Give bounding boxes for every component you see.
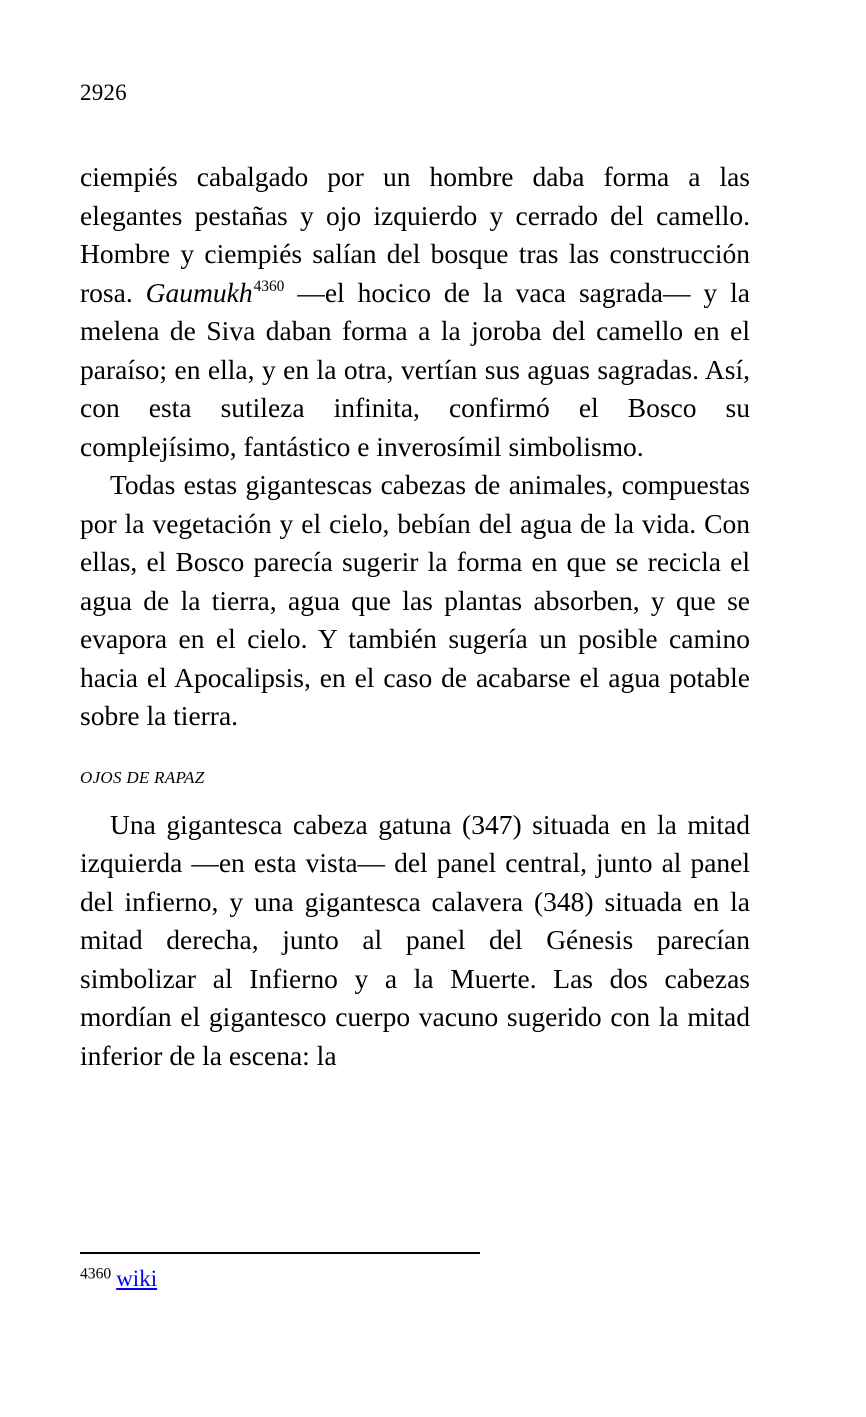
paragraph-3: Una gigantesca cabeza gatuna (347) situada en la mitad izquierda —en esta vista— del panel central, junto al panel del infierno, y una gigantesca calavera (348) situada en la mitad derecha, junto al panel del Génesis parecían simbolizar al Infierno y a la Muerte. Las dos cabezas mordían el gigantesco cuerpo vacuno sugerido con la mitad inferior de la escena: la xyxy=(80,808,750,1071)
paragraph-2: Todas estas gigantescas cabezas de animales, compuestas por la vegetación y el cielo, bebían del agua de la vida. Con ellas, el Bosco parecía sugerir la forma en que se recicla el agua de la tierra, agua que las plantas absorben, y que se evapora en el cielo. Y también sugería un posible camino hacia el Apocalipsis, en el caso de acabarse el agua potable sobre la tierra. xyxy=(80,469,750,731)
page-number: 2926 xyxy=(80,80,127,105)
footnote-number: 4360 xyxy=(80,1265,112,1283)
italic-term-gaumukh: Gaumukh xyxy=(145,276,253,308)
footnote-entry xyxy=(80,1266,750,1293)
paragraph-1-text-lead: ciempiés cabalgado por un hombre daba forma a las elegantes pestañas y ojo izquierdo y cerrado del camello. Hombre y ciempiés salían del bosque tras las construcción rosa. xyxy=(80,161,750,308)
spacer-before-heading xyxy=(80,736,750,767)
footnote-separator-rule xyxy=(80,1252,480,1254)
footnote-reference-4360[interactable]: 4360 xyxy=(253,278,285,296)
page-body-content xyxy=(80,158,750,1075)
footnote-link-wiki[interactable]: wiki xyxy=(116,1266,158,1291)
spacer-after-heading xyxy=(80,789,750,806)
section-heading-ojos-de-rapaz: OJOS DE RAPAZ xyxy=(80,767,205,787)
paragraph-1-text-tail: —el hocico de la vaca sagrada— y la melena de Siva daban forma a la joroba del camello en el paraíso; en ella, y en la otra, vertían sus aguas sagradas. Así, con esta sutileza infinita, confirmó el Bosco su complejísimo, fantástico e inverosímil simbolismo. xyxy=(80,276,750,462)
paragraph-1 xyxy=(80,158,750,466)
footnote-area xyxy=(80,1252,750,1293)
